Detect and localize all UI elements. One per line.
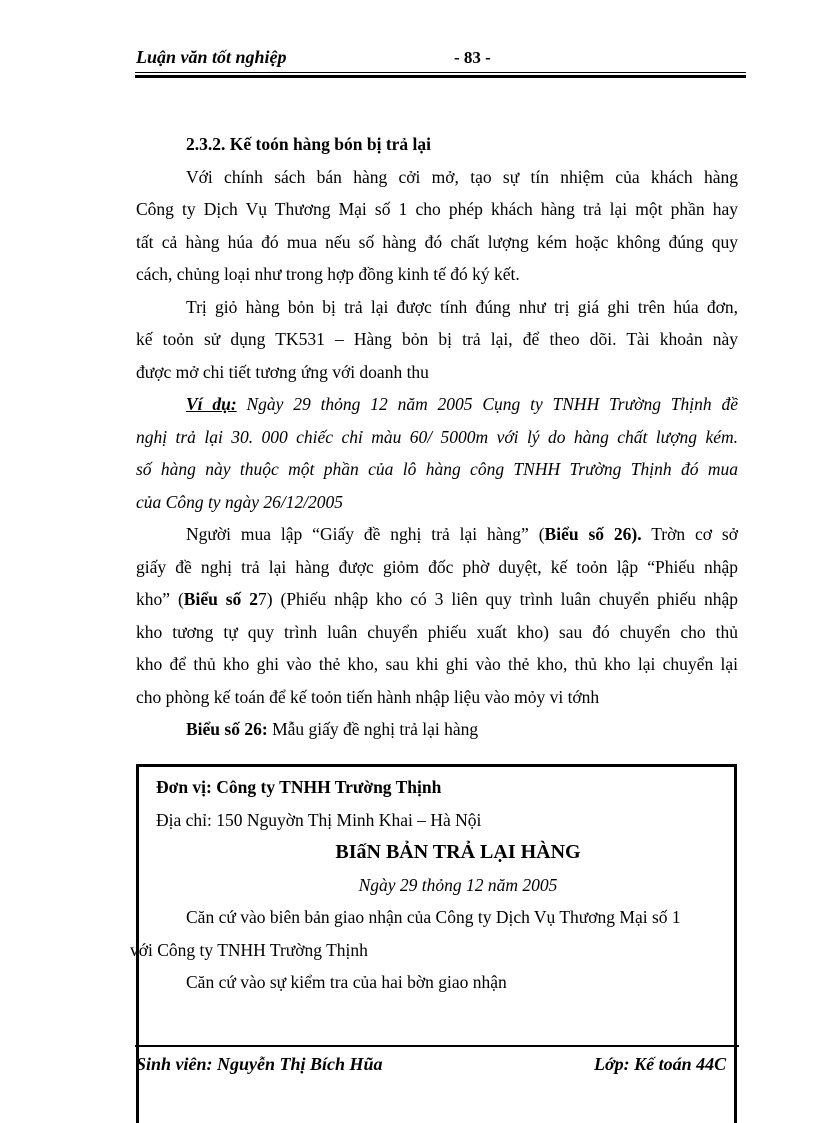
paragraph-line: kho tương tự quy trình luân chuyển phiếu xuất kho) sau đó chuyển cho thủ <box>136 621 738 642</box>
paragraph-line: Trị giỏ hàng bỏn bị trả lại được tính đúng như trị giá ghi trên húa đơn, <box>186 296 738 317</box>
section-heading: 2.3.2. Kế toón hàng bón bị trả lại <box>186 134 432 154</box>
footer-rule <box>135 1045 739 1047</box>
example-line: nghị trả lại 30. 000 chiếc chỉ màu 60/ 5000m với lý do hàng chất lượng kém. <box>136 426 738 447</box>
form-reference: Biểu số 26). <box>544 524 642 544</box>
paragraph-line: kế toỏn sử dụng TK531 – Hàng bỏn bị trả lại, để theo dõi. Tài khoản này <box>136 329 738 349</box>
unit-value: Công ty TNHH Trường Thịnh <box>211 777 442 797</box>
example-line: số hàng này thuộc một phần của lô hàng công TNHH Trường Thịnh đó mua <box>136 459 738 479</box>
paragraph-line: cho phòng kế toán để kế toỏn tiến hành nhập liệu vào mỏy vi tớnh <box>136 686 600 707</box>
form-basis-line: Căn cứ vào biên bản giao nhận của Công ty Dịch Vụ Thương Mại số 1 <box>186 907 681 927</box>
paragraph-line: giấy đề nghị trả lại hàng được giỏm đốc phờ duyệt, kế toỏn lập “Phiếu nhập <box>136 556 738 577</box>
main-content <box>136 128 738 746</box>
paragraph-line: Công ty Dịch Vụ Thương Mại số 1 cho phép khách hàng trả lại một phần hay <box>136 199 738 219</box>
text-run: kho” ( <box>136 589 184 609</box>
form-basis-line: với Công ty TNHH Trường Thịnh <box>130 939 368 960</box>
unit-label: Đơn vị: <box>156 777 212 797</box>
form-title: BIấN BẢN TRẢ LẠI HÀNG <box>335 841 581 863</box>
header-rule-thin <box>135 72 746 73</box>
form-reference: Biểu số 2 <box>183 589 258 609</box>
example-line <box>136 388 738 421</box>
page-number: - 83 - <box>454 48 491 67</box>
text-run: 7) (Phiếu nhập kho có 3 liên quy trình luân chuyển phiếu nhập <box>257 589 738 609</box>
form-basis-line: Căn cứ vào sự kiểm tra của hai bờn giao nhận <box>186 972 507 992</box>
paragraph-line: kho để thủ kho ghi vào thẻ kho, sau khi ghi vào thẻ kho, thủ kho lại chuyển lại <box>136 654 738 674</box>
form-unit <box>136 771 740 804</box>
header-rule-thick <box>135 75 746 78</box>
paragraph-line: tất cả hàng húa đó mua nếu số hàng đó chất lượng kém hoặc không đúng quy <box>136 231 738 252</box>
example-line: của Công ty ngày 26/12/2005 <box>136 491 344 512</box>
example-label: Ví dụ: <box>186 394 237 414</box>
paragraph-line: được mở chi tiết tương ứng với doanh thu <box>136 361 429 382</box>
text-run: Trờn cơ sở <box>641 524 738 544</box>
return-form <box>130 771 740 999</box>
paragraph-line <box>136 583 738 616</box>
figure-title: Mẫu giấy đề nghị trả lại hàng <box>267 719 479 739</box>
student-name: Sinh viên: Nguyễn Thị Bích Hũa <box>136 1054 383 1074</box>
figure-caption <box>136 713 738 746</box>
example-text: Ngày 29 thỏng 12 năm 2005 Cụng ty TNHH Trường Thịnh đề <box>236 394 738 414</box>
paragraph-line: Với chính sách bán hàng cởi mở, tạo sự tín nhiệm của khách hàng <box>186 166 738 187</box>
figure-label: Biểu số 26: <box>186 719 268 739</box>
form-date: Ngày 29 thỏng 12 năm 2005 <box>358 874 558 895</box>
text-run: Người mua lập “Giấy đề nghị trả lại hàng” ( <box>186 524 545 544</box>
form-address: Địa chỉ: 150 Nguyờn Thị Minh Khai – Hà Nội <box>156 809 482 830</box>
paragraph-line <box>136 518 738 551</box>
paragraph-line: cách, chủng loại như trong hợp đồng kinh tế đó ký kết. <box>136 264 520 284</box>
document-title: Luận văn tốt nghiệp <box>136 47 287 67</box>
class-name: Lớp: Kế toán 44C <box>594 1054 727 1074</box>
